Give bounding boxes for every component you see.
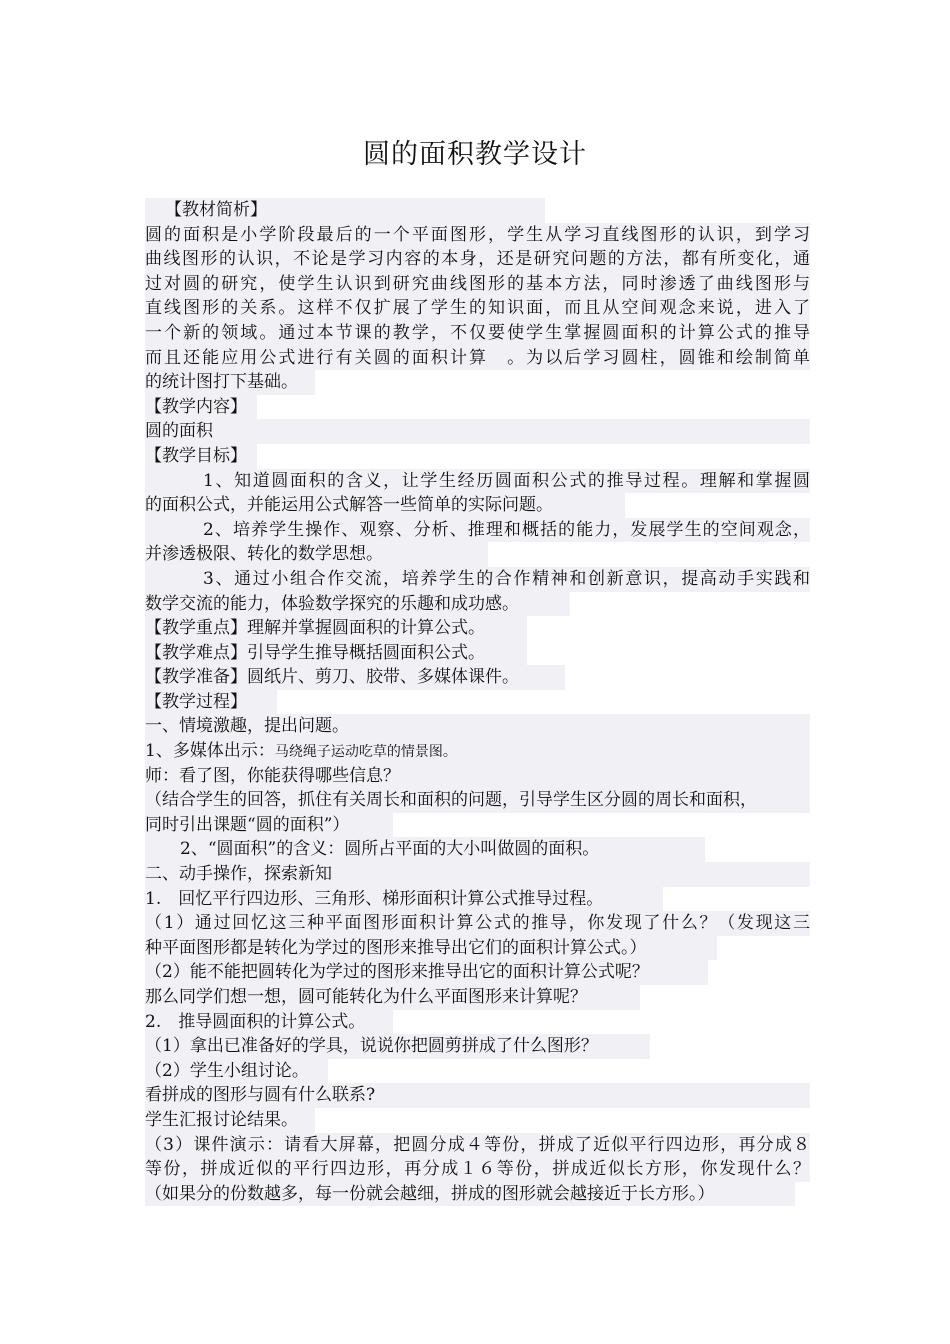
text-line [145, 493, 625, 518]
text-line [145, 739, 810, 764]
text-line [145, 370, 315, 395]
text-line [145, 567, 810, 592]
line-text: 并渗透极限、转化的数学思想。 [145, 544, 383, 565]
line-text: 看拼成的图形与圆有什么联系? [145, 1085, 376, 1106]
line-text: 同时引出课题“圆的面积”） [145, 814, 350, 835]
line-text-small: 马绕绳子运动吃草的情景图。 [274, 744, 457, 761]
text-line [145, 1083, 810, 1108]
line-text: 一、情境激趣，提出问题。 [145, 716, 349, 737]
line-text: （1）拿出已准备好的学具，说说你把圆剪拼成了什么图形？ [145, 1036, 598, 1057]
line-text: 的统计图打下基础。 [145, 372, 298, 393]
line-text: 【教学目标】 [145, 445, 247, 466]
text-line [145, 887, 663, 912]
document-body [145, 198, 810, 1206]
line-text: （如果分的份数越多，每一份就会越细，拼成的图形就会越接近于长方形。） [145, 1183, 715, 1204]
text-line [145, 911, 810, 936]
text-line [145, 518, 810, 543]
text-line [145, 641, 527, 666]
text-line [145, 321, 810, 346]
line-text: 师：看了图，你能获得哪些信息？ [145, 765, 400, 786]
line-text: （3）课件演示：请看大屏幕，把圆分成４等份，拼成了近似平行四边形，再分成８ [145, 1134, 810, 1155]
text-line [145, 592, 570, 617]
line-text: 而且还能应用公式进行有关圆的面积计算 。为以后学习圆柱，圆锥和绘制简单 [145, 347, 810, 368]
text-line [145, 665, 565, 690]
line-text: 一个新的领域。通过本节课的教学，不仅要使学生掌握圆面积的计算公式的推导 [145, 322, 810, 343]
text-line [145, 788, 810, 813]
line-text: 圆的面积是小学阶段最后的一个平面图形，学生从学习直线图形的认识，到学习 [145, 224, 810, 245]
line-text: 2、培养学生操作、观察、分析、推理和概括的能力，发展学生的空间观念， [203, 519, 810, 540]
text-line [145, 247, 810, 272]
text-line [145, 1182, 795, 1207]
line-text: 【教学过程】 [145, 691, 247, 712]
line-text: （2）学生小组讨论。 [145, 1060, 309, 1081]
line-text: 圆的面积 [145, 421, 213, 442]
text-line [145, 395, 257, 420]
text-line [145, 837, 705, 862]
line-text: （结合学生的回答，抓住有关周长和面积的问题，引导学生区分圆的周长和面积， [145, 790, 757, 811]
text-line [145, 1059, 328, 1084]
line-text: 【教学准备】圆纸片、剪刀、胶带、多媒体课件。 [145, 667, 519, 688]
text-line [145, 542, 488, 567]
line-text: 过对圆的研究，使学生认识到研究曲线图形的基本方法，同时渗透了曲线图形与 [145, 273, 810, 294]
line-text: 【教学内容】 [145, 396, 247, 417]
text-line [145, 272, 810, 297]
text-line [145, 813, 393, 838]
line-text: （1）通过回忆这三种平面图形面积计算公式的推导，你发现了什么？（发现这三 [145, 913, 810, 934]
text-line [145, 616, 527, 641]
line-text: 数学交流的能力，体验数学探究的乐趣和成功感。 [145, 593, 519, 614]
line-text: 1、多媒体出示： [145, 741, 275, 762]
text-line [145, 296, 810, 321]
line-text: 的面积公式，并能运用公式解答一些简单的实际问题。 [145, 495, 553, 516]
document-title: 圆的面积教学设计 [363, 139, 587, 170]
line-text: 1、知道圆面积的含义，让学生经历圆面积公式的推导过程。理解和掌握圆 [203, 470, 810, 491]
text-line [145, 960, 708, 985]
text-line [145, 985, 640, 1010]
line-text: （2）能不能把圆转化为学过的图形来推导出它的面积计算公式呢？ [145, 962, 649, 983]
text-line [145, 764, 810, 789]
text-line [145, 1034, 650, 1059]
line-text: 二、动手操作，探索新知 [145, 864, 332, 885]
text-line [145, 469, 810, 494]
line-text: 【教学重点】理解并掌握圆面积的计算公式。 [145, 618, 485, 639]
line-text: 等份，拼成近似的平行四边形，再分成１６等份，拼成近似长方形，你发现什么？ [145, 1159, 810, 1180]
line-text: 1. 回忆平行四边形、三角形、梯形面积计算公式推导过程。 [145, 888, 604, 909]
text-line [145, 419, 810, 444]
text-line [145, 936, 717, 961]
text-line [145, 690, 277, 715]
line-text: 3、通过小组合作交流，培养学生的合作精神和创新意识，提高动手实践和 [203, 568, 810, 589]
line-text: 学生汇报讨论结果。 [145, 1109, 298, 1130]
line-text: 2. 推导圆面积的计算公式。 [145, 1011, 366, 1032]
line-text: 曲线图形的认识，不论是学习内容的本身，还是研究问题的方法，都有所变化，通 [145, 249, 810, 270]
text-line [145, 198, 545, 223]
text-line [145, 1108, 315, 1133]
text-line [145, 714, 810, 739]
line-text: 种平面图形都是转化为学过的图形来推导出它们的面积计算公式。） [145, 937, 647, 958]
text-line [145, 1133, 810, 1158]
line-text: 2、“圆面积”的含义：圆所占平面的大小叫做圆的面积。 [180, 839, 600, 860]
text-line [145, 1157, 810, 1182]
line-text: 【教学难点】引导学生推导概括圆面积公式。 [145, 642, 485, 663]
text-line [145, 223, 810, 248]
line-text: 那么同学们想一想，圆可能转化为什么平面图形来计算呢？ [145, 987, 587, 1007]
text-line [145, 346, 810, 371]
line-text: 【教材简析】 [165, 200, 267, 220]
text-line [145, 444, 257, 469]
text-line [145, 862, 810, 887]
text-line [145, 1010, 393, 1035]
line-text: 直线图形的关系。这样不仅扩展了学生的知识面，而且从空间观念来说，进入了 [145, 298, 810, 319]
